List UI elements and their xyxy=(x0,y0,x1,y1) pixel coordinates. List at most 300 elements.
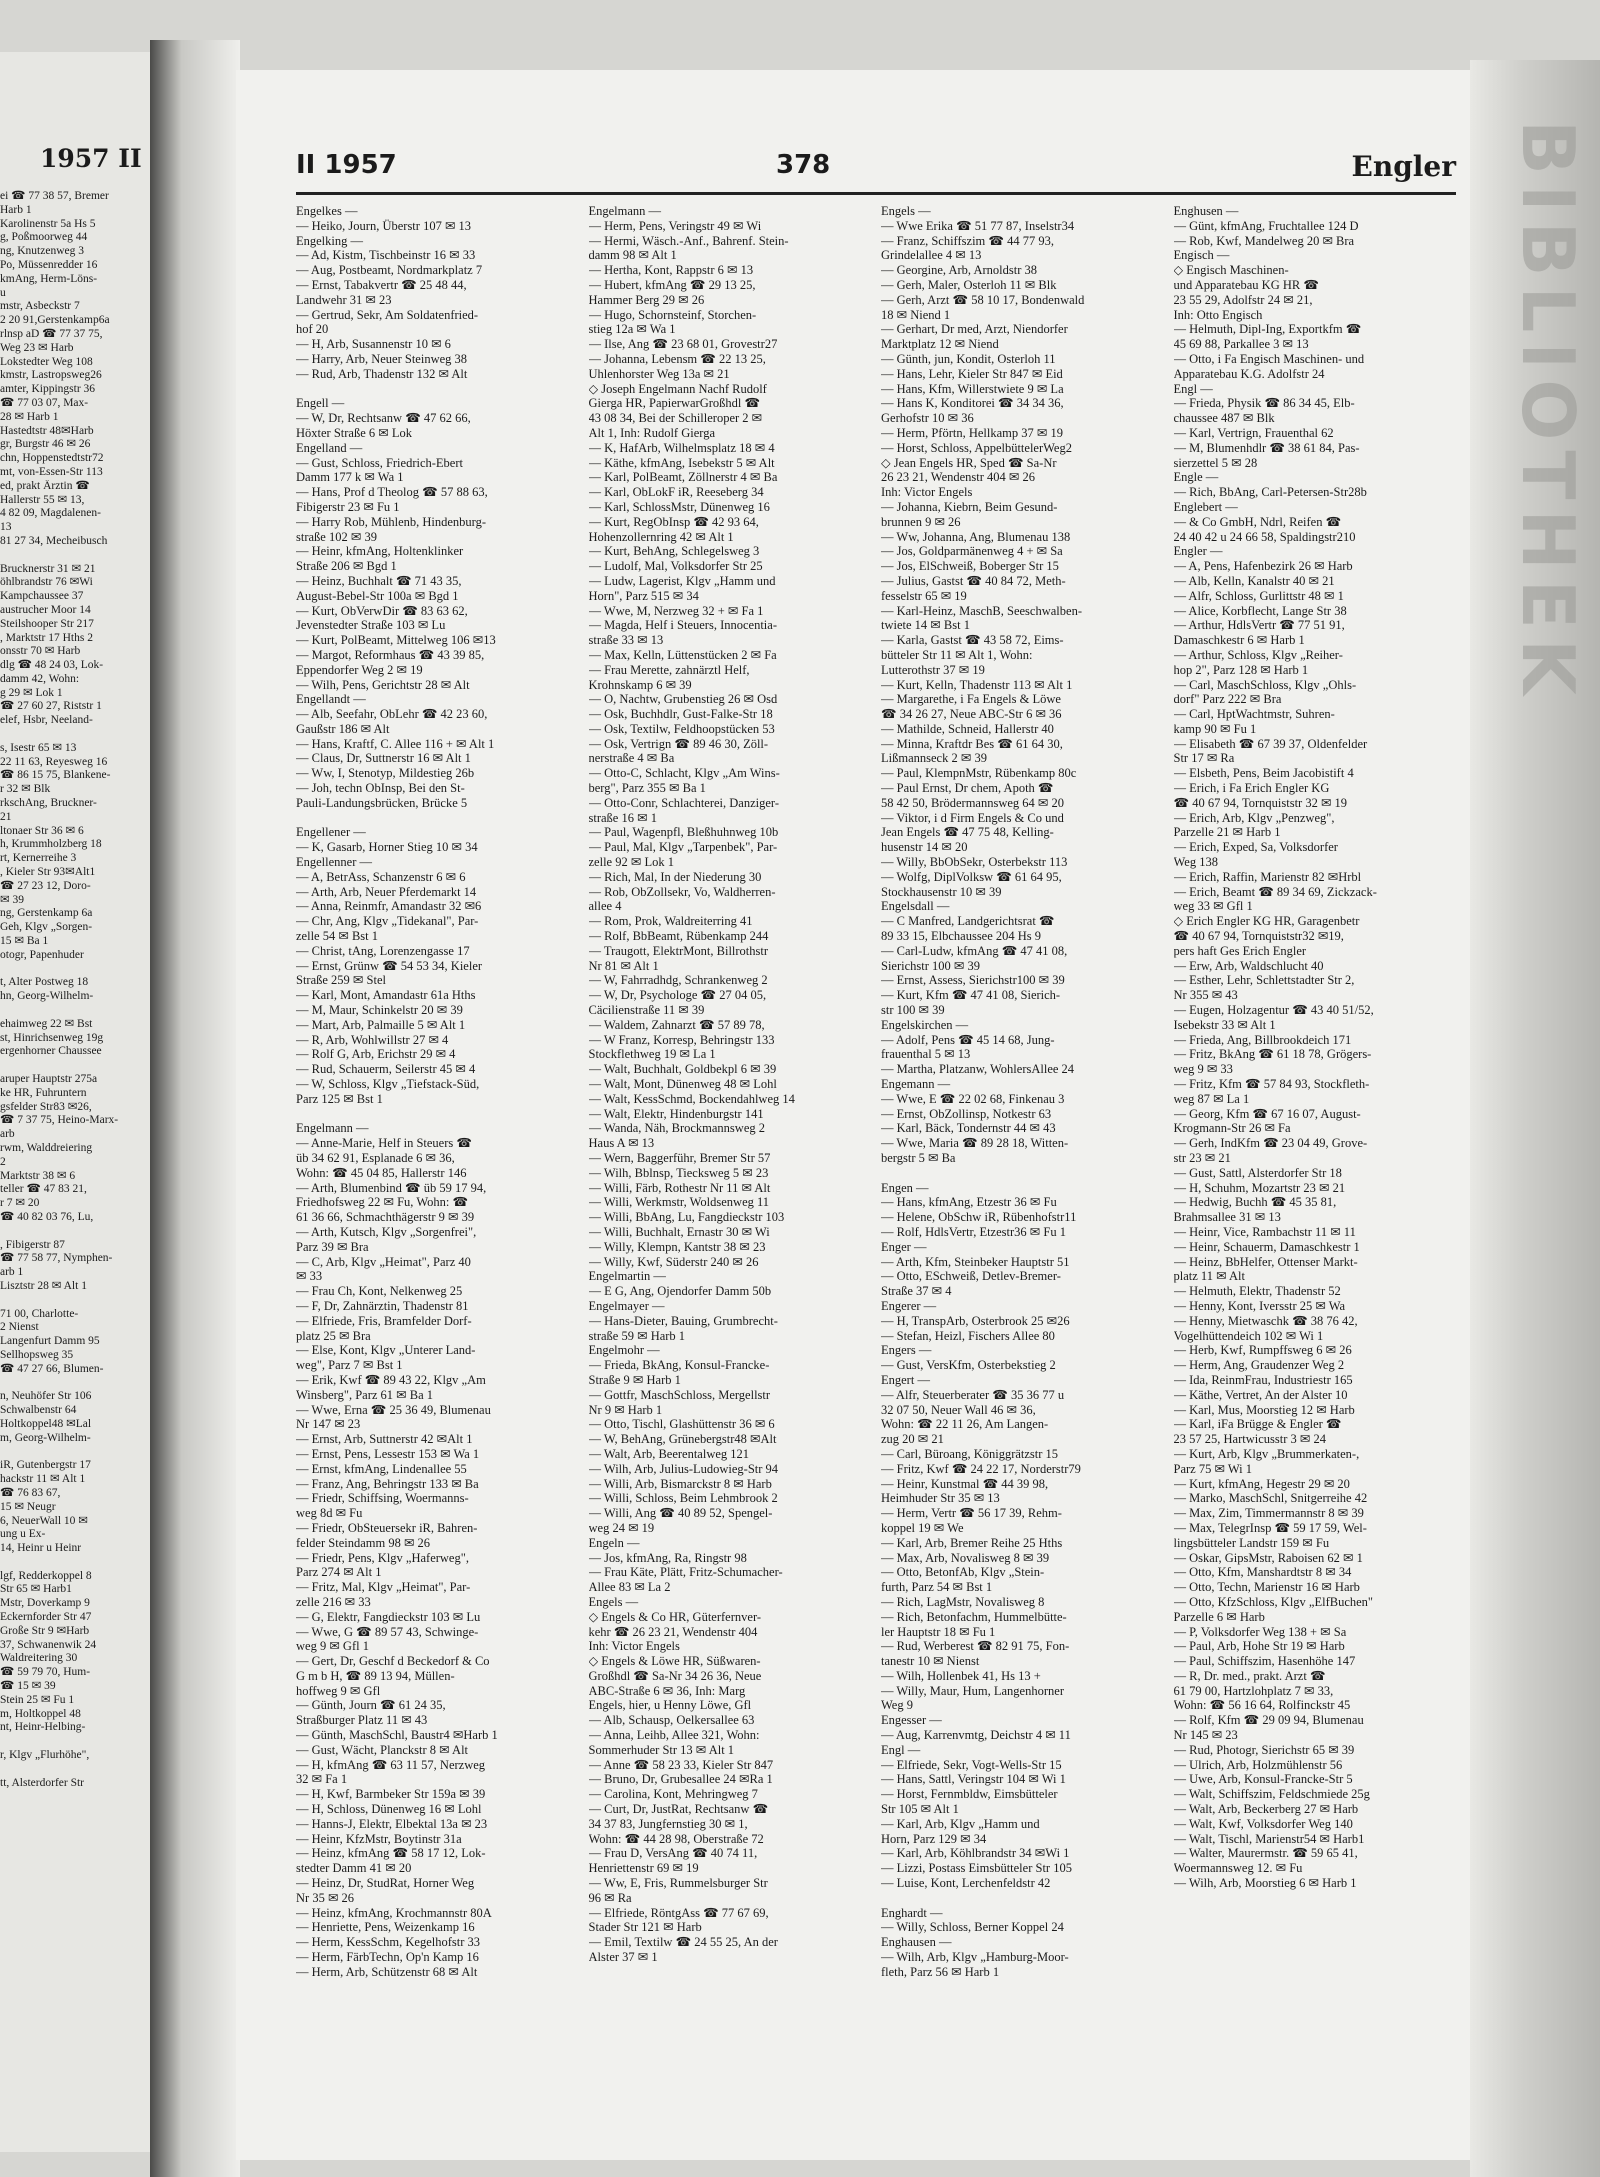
directory-entry-line: — Günth, jun, Kondit, Osterloh 11 xyxy=(881,351,1056,366)
left-entry-line: 4 82 09, Magdalenen- xyxy=(0,507,101,520)
directory-entry-line: — Otto, BetonfAb, Klgv „Stein- xyxy=(881,1565,1045,1580)
directory-entry-line: brunnen 9 ✉ 26 xyxy=(881,514,961,529)
directory-entry-line: Nr 35 ✉ 26 xyxy=(296,1890,355,1905)
directory-entry-line: — Ernst, Assess, Sierichstr100 ✉ 39 xyxy=(881,973,1065,988)
directory-entry-line: — Carolina, Kont, Mehringweg 7 xyxy=(588,1787,758,1802)
directory-entry-line: weg 9 ✉ Gfl 1 xyxy=(296,1639,369,1654)
book-gutter xyxy=(150,40,240,2177)
left-entry-line: r 7 ✉ 20 xyxy=(0,1197,40,1210)
directory-entry-line: Heimhuder Str 35 ✉ 13 xyxy=(881,1491,1000,1506)
directory-entry-line: husenstr 14 ✉ 20 xyxy=(881,840,968,855)
directory-entry-line: straße 33 ✉ 13 xyxy=(588,633,664,648)
directory-entry-line: — Jos, kfmAng, Ra, Ringstr 98 xyxy=(588,1550,747,1565)
directory-entry-line: Straße 9 ✉ Harb 1 xyxy=(588,1372,681,1387)
directory-column-2 xyxy=(589,204,872,2134)
left-entry-line: mstr, Asbeckstr 7 xyxy=(0,300,80,313)
directory-entry-line: — G, Elektr, Fangdieckstr 103 ✉ Lu xyxy=(296,1609,481,1624)
directory-entry-line: — Arth, Arb, Neuer Pferdemarkt 14 xyxy=(296,884,477,899)
left-entry-line xyxy=(0,1735,150,1749)
directory-entry-line: — Paul, Schiffszim, Hasenhöhe 147 xyxy=(1173,1654,1356,1669)
directory-entry-line: damm 98 ✉ Alt 1 xyxy=(588,248,677,263)
left-entry-line: 14, Heinr u Heinr xyxy=(0,1542,82,1555)
directory-entry-line: — Ludolf, Mal, Volksdorfer Str 25 xyxy=(588,559,763,574)
directory-entry-line: Inh: Victor Engels xyxy=(588,1639,680,1654)
directory-entry-line: — Alb, Seefahr, ObLehr ☎ 42 23 60, xyxy=(296,707,488,722)
directory-entry-line: tanestr 10 ✉ Nienst xyxy=(881,1654,980,1669)
directory-entry-line: — Max, TelegrInsp ☎ 59 17 59, Wel- xyxy=(1173,1520,1367,1535)
directory-entry-line: — Rich, Betonfachm, Hummelbütte- xyxy=(881,1609,1067,1624)
directory-entry-line xyxy=(296,811,579,826)
directory-entry-line: — Hans, Prof d Theolog ☎ 57 88 63, xyxy=(296,485,488,500)
directory-entry-line: — Friedr, Schiffsing, Woermanns- xyxy=(296,1491,469,1506)
directory-entry-line: — Karl, Arb, Köhlbrandstr 34 ✉Wi 1 xyxy=(881,1846,1070,1861)
directory-entry-line: — Carl, HptWachtmstr, Suhren- xyxy=(1173,707,1335,722)
directory-entry-line: kamp 90 ✉ Fu 1 xyxy=(1173,721,1257,736)
left-entry-line: 15 ✉ Ba 1 xyxy=(0,935,49,948)
directory-entry-line: straße 16 ✉ 1 xyxy=(588,810,657,825)
directory-entry-line: Wohn: ☎ 44 28 98, Oberstraße 72 xyxy=(588,1831,764,1846)
directory-entry-line: weg 8d ✉ Fu xyxy=(296,1506,363,1521)
directory-entry-line: 34 37 83, Jungfernstieg 30 ✉ 1, xyxy=(588,1816,748,1831)
left-entry-line: 2 Nienst xyxy=(0,1321,39,1334)
directory-entry-line: — Gerh, Arzt ☎ 58 10 17, Bondenwald xyxy=(881,292,1085,307)
left-entry-line: Lisztstr 28 ✉ Alt 1 xyxy=(0,1279,87,1292)
directory-entry-line: ◇ Erich Engler KG HR, Garagenbetr xyxy=(1173,914,1360,929)
left-entry-line: n, Neuhöfer Str 106 xyxy=(0,1390,92,1403)
left-entry-line: onsstr 70 ✉ Harb xyxy=(0,645,81,658)
directory-entry-line: 58 42 50, Brödermannsweg 64 ✉ 20 xyxy=(881,795,1065,810)
directory-entry-line: — Rolf, BbBeamt, Rübenkamp 244 xyxy=(588,929,769,944)
directory-entry-line: pers haft Ges Erich Engler xyxy=(1173,943,1307,958)
directory-entry-line: — Willi, Schloss, Beim Lehmbrook 2 xyxy=(588,1491,778,1506)
left-entry-line: ☎ 77 58 77, Nymphen- xyxy=(0,1252,113,1265)
directory-entry-line: str 100 ✉ 39 xyxy=(881,1003,945,1018)
directory-page xyxy=(236,70,1480,2160)
directory-entry-line: — Karl, Mont, Amandastr 61a Hths xyxy=(296,988,476,1003)
directory-entry-line: — Uwe, Arb, Konsul-Francke-Str 5 xyxy=(1173,1772,1353,1787)
directory-entry-line: — Willy, BbObSekr, Osterbekstr 113 xyxy=(881,855,1068,870)
directory-entry-line: Engelland — xyxy=(296,440,363,455)
directory-entry-line: — Elfriede, Sekr, Vogt-Wells-Str 15 xyxy=(881,1757,1062,1772)
directory-entry-line: Straße 206 ✉ Bgd 1 xyxy=(296,559,397,574)
left-entry-line: Geh, Klgv „Sorgen- xyxy=(0,921,93,934)
directory-entry-line: — Kurt, Kelln, Thadenstr 113 ✉ Alt 1 xyxy=(881,677,1073,692)
directory-entry-line: Enger — xyxy=(881,1239,927,1254)
directory-entry-line: ◇ Engisch Maschinen- xyxy=(1173,263,1289,278)
directory-entry-line: ◇ Engels & Löwe HR, Süßwaren- xyxy=(588,1654,761,1669)
directory-entry-line: Engelmann — xyxy=(296,1121,369,1136)
directory-entry-line: — Karl, Vertrign, Frauenthal 62 xyxy=(1173,425,1334,440)
directory-entry-line: — Walt, Arb, Beckerberg 27 ✉ Harb xyxy=(1173,1802,1359,1817)
left-entry-line: h, Krummholzberg 18 xyxy=(0,838,102,851)
directory-entry-line: Uhlenhorster Weg 13a ✉ 21 xyxy=(588,366,730,381)
left-entry-line: ☎ 76 83 67, xyxy=(0,1486,61,1499)
directory-entry-line: hop 2", Parz 128 ✉ Harb 1 xyxy=(1173,662,1309,677)
directory-entry-line: — Anne-Marie, Helf in Steuers ☎ xyxy=(296,1136,472,1151)
directory-entry-line: — Herm, FärbTechn, Op'n Kamp 16 xyxy=(296,1950,479,1965)
left-entry-line: Waldreitering 30 xyxy=(0,1652,78,1665)
left-entry-line: 71 00, Charlotte- xyxy=(0,1307,79,1320)
directory-entry-line: Engerer — xyxy=(881,1298,937,1313)
left-entry-line: ei ☎ 77 38 57, Bremer xyxy=(0,190,109,202)
directory-entry-line xyxy=(881,1166,1164,1181)
directory-entry-line: — Georgine, Arb, Arnoldstr 38 xyxy=(881,263,1038,278)
directory-entry-line: — Julius, Gastst ☎ 40 84 72, Meth- xyxy=(881,573,1066,588)
directory-entry-line: Friedhofsweg 22 ✉ Fu, Wohn: ☎ xyxy=(296,1195,469,1210)
directory-entry-line: — Ww, Johanna, Ang, Blumenau 138 xyxy=(881,529,1071,544)
left-entry-line xyxy=(0,963,150,977)
directory-entry-line: Engellener — xyxy=(296,825,366,840)
directory-entry-line: — Carl, Büroang, Königgrätzstr 15 xyxy=(881,1446,1059,1461)
directory-entry-line: — Otto, Techn, Marienstr 16 ✉ Harb xyxy=(1173,1580,1360,1595)
directory-entry-line: — Rud, Werberest ☎ 82 91 75, Fon- xyxy=(881,1639,1070,1654)
directory-entry-line: weg", Parz 7 ✉ Bst 1 xyxy=(296,1358,403,1373)
directory-entry-line: — A, Pens, Hafenbezirk 26 ✉ Harb xyxy=(1173,559,1353,574)
left-page-entries xyxy=(0,190,150,1790)
directory-entry-line: — Rolf, Kfm ☎ 29 09 94, Blumenau xyxy=(1173,1713,1364,1728)
directory-entry-line: — Horst, Schloss, AppelbüttelerWeg2 xyxy=(881,440,1072,455)
directory-columns xyxy=(296,204,1456,2134)
directory-entry-line: — Rich, LagMstr, Novalisweg 8 xyxy=(881,1594,1045,1609)
directory-entry-line: — Hugo, Schornsteinf, Storchen- xyxy=(588,307,757,322)
directory-entry-line: Enghardt — xyxy=(881,1905,943,1920)
directory-entry-line: — Wwe, Erna ☎ 25 36 49, Blumenau xyxy=(296,1402,491,1417)
directory-entry-line: — Erich, Raffin, Marienstr 82 ✉Hrbl xyxy=(1173,869,1362,884)
directory-entry-line: — Anna, Reinmfr, Amandastr 32 ✉6 xyxy=(296,899,482,914)
directory-entry-line: ◇ Joseph Engelmann Nachf Rudolf xyxy=(588,381,767,396)
directory-entry-line: Jevenstedter Straße 103 ✉ Lu xyxy=(296,618,446,633)
directory-entry-line: — Margarethe, i Fa Engels & Löwe xyxy=(881,692,1061,707)
page-number: 378 xyxy=(776,150,831,180)
directory-entry-line: — Ernst, Grünw ☎ 54 53 34, Kieler xyxy=(296,958,483,973)
left-entry-line: hackstr 11 ✉ Alt 1 xyxy=(0,1473,86,1486)
left-entry-line: Holtkoppel48 ✉Lal xyxy=(0,1417,92,1430)
directory-entry-line: Engesser — xyxy=(881,1713,942,1728)
directory-entry-line: — Heinr, Vice, Rambachstr 11 ✉ 11 xyxy=(1173,1224,1356,1239)
directory-entry-line: 23 55 29, Adolfstr 24 ✉ 21, xyxy=(1173,292,1313,307)
directory-entry-line: — Max, Kelln, Lüttenstücken 2 ✉ Fa xyxy=(588,647,777,662)
directory-entry-line: — Otto, KfzSchloss, Klgv „ElfBuchen" xyxy=(1173,1594,1374,1609)
directory-entry-line: — Willi, Werkmstr, Woldsenweg 11 xyxy=(588,1195,770,1210)
directory-entry-line: — Osk, Vertrign ☎ 89 46 30, Zöll- xyxy=(588,736,769,751)
directory-entry-line: — Walt, Arb, Beerentalweg 121 xyxy=(588,1446,750,1461)
directory-entry-line: — Esther, Lehr, Schlettstadter Str 2, xyxy=(1173,973,1355,988)
directory-entry-line: weg 87 ✉ La 1 xyxy=(1173,1091,1250,1106)
directory-entry-line: nerstraße 4 ✉ Ba xyxy=(588,751,675,766)
directory-entry-line: Krohnskamp 6 ✉ 39 xyxy=(588,677,692,692)
directory-entry-line: — Rich, BbAng, Carl-Petersen-Str28b xyxy=(1173,485,1367,500)
directory-entry-line: hof 20 xyxy=(296,322,329,337)
directory-entry-line: — Karl-Heinz, MaschB, Seeschwalben- xyxy=(881,603,1082,618)
directory-entry-line: weg 33 ✉ Gfl 1 xyxy=(1173,899,1253,914)
left-page-header: 1957 II xyxy=(40,144,142,173)
directory-entry-line: — Otto-C, Schlacht, Klgv „Am Wins- xyxy=(588,766,780,781)
directory-entry-line: — Otto, Kfm, Manshardtstr 8 ✉ 34 xyxy=(1173,1565,1352,1580)
directory-entry-line: — Wilh, Arb, Klgv „Hamburg-Moor- xyxy=(881,1950,1069,1965)
left-entry-line xyxy=(0,1225,150,1239)
directory-entry-line: — M, Blumenhdlr ☎ 38 61 84, Pas- xyxy=(1173,440,1360,455)
directory-entry-line: Krogmann-Str 26 ✉ Fa xyxy=(1173,1121,1291,1136)
directory-entry-line: — Bruno, Dr, Grubesallee 24 ✉Ra 1 xyxy=(588,1772,773,1787)
directory-entry-line: — Käthe, kfmAng, Isebekstr 5 ✉ Alt xyxy=(588,455,775,470)
directory-entry-line: Engelkes — xyxy=(296,204,358,218)
left-entry-line: t, Alter Postweg 18 xyxy=(0,976,89,989)
left-entry-line: ☎ 27 60 27, Riststr 1 xyxy=(0,700,102,713)
directory-entry-line: Weg 138 xyxy=(1173,855,1218,870)
directory-entry-line: Enghausen — xyxy=(881,1935,952,1950)
directory-entry-line: — Ilse, Ang ☎ 23 68 01, Grovestr27 xyxy=(588,337,778,352)
left-entry-line: ng, Knutzenweg 3 xyxy=(0,245,84,258)
directory-entry-line: ◇ Engels & Co HR, Güterfernver- xyxy=(588,1609,762,1624)
directory-entry-line: — F, Dr, Zahnärztin, Thadenstr 81 xyxy=(296,1298,469,1313)
directory-entry-line: Engellandt — xyxy=(296,692,366,707)
directory-entry-line: — Hans, Kraftf, C. Allee 116 + ✉ Alt 1 xyxy=(296,736,495,751)
directory-entry-line: — Rud, Arb, Thadenstr 132 ✉ Alt xyxy=(296,366,468,381)
directory-entry-line: — Gust, Schloss, Friedrich-Ebert xyxy=(296,455,463,470)
left-entry-line: Marktstr 38 ✉ 6 xyxy=(0,1169,76,1182)
directory-entry-line: — Frau Käte, Plätt, Fritz-Schumacher- xyxy=(588,1565,783,1580)
left-entry-line: gr, Burgstr 46 ✉ 26 xyxy=(0,438,91,451)
directory-entry-line: — Gert, Dr, Geschf d Beckedorf & Co xyxy=(296,1654,490,1669)
directory-entry-line: — Ludw, Lagerist, Klgv „Hamm und xyxy=(588,573,776,588)
directory-entry-line: Wohn: ☎ 45 04 85, Hallerstr 146 xyxy=(296,1165,467,1180)
directory-entry-line: — Wilh, Pens, Gerichtstr 28 ✉ Alt xyxy=(296,677,470,692)
directory-entry-line: Haus A ✉ 13 xyxy=(588,1136,655,1151)
directory-entry-line: — Henny, Kont, Iversstr 25 ✉ Wa xyxy=(1173,1298,1346,1313)
directory-entry-line: — Rom, Prok, Waldreiterring 41 xyxy=(588,914,753,929)
directory-entry-line: Henriettenstr 69 ✉ 19 xyxy=(588,1861,699,1876)
directory-entry-line: — Heinz, Dr, StudRat, Horner Weg xyxy=(296,1876,475,1891)
left-entry-line: aruper Hauptstr 275a xyxy=(0,1073,98,1085)
left-entry-line: Mstr, Doverkamp 9 xyxy=(0,1597,90,1610)
directory-entry-line: Englebert — xyxy=(1173,499,1238,514)
directory-entry-line: ABC-Straße 6 ✉ 36, Inh: Marg xyxy=(588,1683,746,1698)
directory-entry-line: — Herm, Vertr ☎ 56 17 39, Rehm- xyxy=(881,1506,1062,1521)
directory-entry-line: Hammer Berg 29 ✉ 26 xyxy=(588,292,705,307)
directory-entry-line: — Minna, Kraftdr Bes ☎ 61 64 30, xyxy=(881,736,1063,751)
directory-entry-line: lingsbütteler Landstr 159 ✉ Fu xyxy=(1173,1535,1330,1550)
directory-entry-line: — Hans K, Konditorei ☎ 34 34 36, xyxy=(881,396,1064,411)
directory-entry-line: Engl — xyxy=(881,1742,921,1757)
directory-entry-line: weg 24 ✉ 19 xyxy=(588,1520,655,1535)
directory-entry-line: — Alice, Korbflecht, Lange Str 38 xyxy=(1173,603,1347,618)
directory-entry-line: — Wern, Baggerführ, Bremer Str 57 xyxy=(588,1151,771,1165)
directory-entry-line: — Rob, ObZollsekr, Vo, Waldherren- xyxy=(588,884,776,899)
directory-entry-line: — Ernst, Tabakvertr ☎ 25 48 44, xyxy=(296,277,467,292)
directory-entry-line: stedter Damm 41 ✉ 20 xyxy=(296,1861,412,1876)
directory-entry-line: — Wilh, Arb, Julius-Ludowieg-Str 94 xyxy=(588,1461,779,1476)
directory-entry-line: Fibigerstr 23 ✉ Fu 1 xyxy=(296,499,400,514)
directory-entry-line: — Wilh, Bblnsp, Tiecksweg 5 ✉ 23 xyxy=(588,1165,769,1180)
left-entry-line: elef, Hsbr, Neeland- xyxy=(0,714,93,727)
directory-entry-line: ☎ 40 67 94, Tornquiststr32 ✉19, xyxy=(1173,929,1344,944)
directory-entry-line: — H, kfmAng ☎ 63 11 57, Nerzweg xyxy=(296,1757,486,1772)
left-entry-line: r 32 ✉ Blk xyxy=(0,783,51,796)
left-entry-line: arb 1 xyxy=(0,1266,24,1279)
directory-entry-line: furth, Parz 54 ✉ Bst 1 xyxy=(881,1580,993,1595)
left-entry-line: amter, Kippingstr 36 xyxy=(0,383,96,396)
directory-entry-line: ler Hauptstr 18 ✉ Fu 1 xyxy=(881,1624,996,1639)
directory-entry-line: — R, Dr. med., prakt. Arzt ☎ xyxy=(1173,1668,1326,1683)
directory-entry-line: — Wwe, M, Nerzweg 32 + ✉ Fa 1 xyxy=(588,603,764,618)
directory-entry-line: — W, Dr, Psychologe ☎ 27 04 05, xyxy=(588,988,767,1003)
directory-column-4 xyxy=(1174,204,1457,2134)
left-entry-line: 2 xyxy=(0,1155,6,1168)
directory-entry-line: Sommerhuder Str 13 ✉ Alt 1 xyxy=(588,1742,735,1757)
directory-entry-line: — Herm, Pförtn, Hellkamp 37 ✉ 19 xyxy=(881,425,1063,440)
directory-entry-line: Apparatebau K.G. Adolfstr 24 xyxy=(1173,366,1325,381)
directory-entry-line: Engels — xyxy=(881,204,931,218)
left-entry-line: Harb 1 xyxy=(0,203,32,216)
directory-entry-line: — Heinz, kfmAng, Krochmannstr 80A xyxy=(296,1905,492,1920)
directory-entry-line: — H, TranspArb, Osterbrook 25 ✉26 xyxy=(881,1313,1070,1328)
left-entry-line: kmAng, Herm-Löns- xyxy=(0,272,98,285)
directory-entry-line: zelle 92 ✉ Lok 1 xyxy=(588,855,674,870)
directory-entry-line: — Ernst, ObZollinsp, Notkestr 63 xyxy=(881,1106,1052,1121)
directory-entry-line: — Carl, MaschSchloss, Klgv „Ohls- xyxy=(1173,677,1357,692)
directory-entry-line: — Herb, Kwf, Rumpffsweg 6 ✉ 26 xyxy=(1173,1343,1352,1358)
directory-entry-line: — Karla, Gastst ☎ 43 58 72, Eims- xyxy=(881,633,1064,648)
directory-entry-line: 96 ✉ Ra xyxy=(588,1890,632,1905)
directory-entry-line: — Max, Zim, Timmermannstr 8 ✉ 39 xyxy=(1173,1506,1364,1521)
directory-entry-line: Nr 355 ✉ 43 xyxy=(1173,988,1238,1003)
directory-entry-line: — Karl, Arb, Bremer Reihe 25 Hths xyxy=(881,1535,1063,1550)
directory-entry-line: Engl — xyxy=(1173,381,1213,396)
directory-entry-line: — Aug, Postbeamt, Nordmarkplatz 7 xyxy=(296,263,483,278)
left-entry-line xyxy=(0,1294,150,1308)
directory-entry-line: dorf" Parz 222 ✉ Bra xyxy=(1173,692,1282,707)
directory-entry-line: — Horst, Fernmbldw, Eimsbütteler xyxy=(881,1787,1058,1802)
left-entry-line: 28 ✉ Harb 1 xyxy=(0,410,59,423)
left-entry-line xyxy=(0,549,150,563)
directory-entry-line: — Harry, Arb, Neuer Steinweg 38 xyxy=(296,351,468,366)
left-entry-line: damm 42, Wohn: xyxy=(0,672,80,685)
directory-entry-line: Engels — xyxy=(588,1594,639,1609)
directory-entry-line: Nr 147 ✉ 23 xyxy=(296,1417,361,1432)
left-entry-line: ☎ 40 82 03 76, Lu, xyxy=(0,1210,94,1223)
directory-entry-line: G m b H, ☎ 89 13 94, Müllen- xyxy=(296,1668,455,1683)
directory-entry-line: fesselstr 65 ✉ 19 xyxy=(881,588,967,603)
directory-entry-line: — Wwe Erika ☎ 51 77 87, Inselstr34 xyxy=(881,218,1075,233)
directory-entry-line: felder Steindamm 98 ✉ 26 xyxy=(296,1535,431,1550)
left-entry-line: hn, Georg-Wilhelm- xyxy=(0,990,94,1003)
left-entry-line: ng, Gerstenkamp 6a xyxy=(0,907,93,920)
directory-entry-line: — Rolf G, Arb, Erichstr 29 ✉ 4 xyxy=(296,1047,456,1062)
left-entry-line: Große Str 9 ✉Harb xyxy=(0,1624,90,1637)
directory-entry-line: Marktplatz 12 ✉ Niend xyxy=(881,337,999,352)
directory-entry-line: — Hermi, Wäsch.-Anf., Bahrenf. Stein- xyxy=(588,233,789,248)
directory-entry-line: — Gerh, IndKfm ☎ 23 04 49, Grove- xyxy=(1173,1136,1368,1151)
left-entry-line: Po, Müssenredder 16 xyxy=(0,258,98,271)
left-entry-line: , Kieler Str 93✉Alt1 xyxy=(0,866,96,879)
directory-entry-line: 26 23 21, Wendenstr 404 ✉ 26 xyxy=(881,470,1036,485)
directory-entry-line: — Osk, Textilw, Feldhoopstücken 53 xyxy=(588,721,775,736)
left-entry-line: Stein 25 ✉ Fu 1 xyxy=(0,1693,75,1706)
directory-entry-line: — Friedr, Pens, Klgv „Haferweg", xyxy=(296,1550,469,1565)
directory-entry-line: — Kurt, RegObInsp ☎ 42 93 64, xyxy=(588,514,759,529)
directory-entry-line: hoffweg 9 ✉ Gfl xyxy=(296,1683,381,1698)
directory-entry-line xyxy=(296,1107,579,1122)
left-entry-line: kmstr, Lastropsweg26 xyxy=(0,369,102,382)
directory-entry-line: Pauli-Landungsbrücken, Brücke 5 xyxy=(296,795,468,810)
left-entry-line: ☎ 27 23 12, Doro- xyxy=(0,879,91,892)
directory-entry-line: — Karl, Mus, Moorstieg 12 ✉ Harb xyxy=(1173,1402,1355,1417)
directory-entry-line: Cäcilienstraße 11 ✉ 39 xyxy=(588,1003,705,1018)
directory-entry-line: Engler — xyxy=(1173,544,1223,559)
directory-entry-line: — Kurt, BehAng, Schlegelsweg 3 xyxy=(588,544,760,559)
directory-entry-line: — M, Maur, Schinkelstr 20 ✉ 39 xyxy=(296,1003,463,1018)
directory-entry-line: Allee 83 ✉ La 2 xyxy=(588,1580,671,1595)
directory-entry-line: — Karl, Bäck, Tondernstr 44 ✉ 43 xyxy=(881,1121,1056,1136)
directory-entry-line: — Walt, Tischl, Marienstr54 ✉ Harb1 xyxy=(1173,1831,1365,1846)
page-header xyxy=(296,150,1456,190)
directory-entry-line: Winsberg", Parz 61 ✉ Ba 1 xyxy=(296,1387,434,1402)
left-entry-line: ke HR, Fuhruntern xyxy=(0,1086,87,1099)
directory-entry-line: und Apparatebau KG HR ☎ xyxy=(1173,277,1319,292)
directory-entry-line: Eppendorfer Weg 2 ✉ 19 xyxy=(296,662,423,677)
directory-entry-line: — Elfriede, Fris, Bramfelder Dorf- xyxy=(296,1313,472,1328)
directory-entry-line: 32 ✉ Fa 1 xyxy=(296,1772,348,1787)
directory-entry-line: Inh: Otto Engisch xyxy=(1173,307,1263,322)
directory-entry-line: — Mathilde, Schneid, Hallerstr 40 xyxy=(881,721,1054,736)
directory-entry-line: Weg 9 xyxy=(881,1698,913,1713)
directory-entry-line: Damm 177 k ✉ Wa 1 xyxy=(296,470,404,485)
directory-entry-line: Brahmsallee 31 ✉ 13 xyxy=(1173,1210,1281,1225)
directory-entry-line: — Hans-Dieter, Bauing, Grumbrecht- xyxy=(588,1313,778,1328)
left-entry-line: Hallerstr 55 ✉ 13, xyxy=(0,493,85,506)
directory-entry-line: — Franz, Schiffszim ☎ 44 77 93, xyxy=(881,233,1054,248)
directory-entry-line: ☎ 34 26 27, Neue ABC-Str 6 ✉ 36 xyxy=(881,707,1062,722)
directory-entry-line: — Franz, Ang, Behringstr 133 ✉ Ba xyxy=(296,1476,479,1491)
directory-entry-line: Gierga HR, PapierwarGroßhdl ☎ xyxy=(588,396,761,411)
left-entry-line: s, Isestr 65 ✉ 13 xyxy=(0,741,77,754)
directory-entry-line: — Ernst, Pens, Lessestr 153 ✉ Wa 1 xyxy=(296,1446,480,1461)
left-entry-line: ung u Ex- xyxy=(0,1528,46,1541)
left-entry-line: Brucknerstr 31 ✉ 21 xyxy=(0,562,96,575)
directory-entry-line: Großhdl ☎ Sa-Nr 34 26 36, Neue xyxy=(588,1668,762,1683)
directory-entry-line: — Ww, I, Stenotyp, Mildestieg 26b xyxy=(296,766,475,781)
left-entry-line: ed, prakt Ärztin ☎ xyxy=(0,479,90,492)
directory-entry-line: — Erich, i Fa Erich Engler KG xyxy=(1173,781,1330,796)
directory-entry-line: — Luise, Kont, Lerchenfeldstr 42 xyxy=(881,1876,1051,1891)
left-entry-line: ehaimweg 22 ✉ Bst xyxy=(0,1017,93,1030)
directory-entry-line: — Heiko, Journ, Überstr 107 ✉ 13 xyxy=(296,218,472,233)
left-entry-line: 37, Schwanenwik 24 xyxy=(0,1638,97,1651)
directory-entry-line: — Paul, Arb, Hohe Str 19 ✉ Harb xyxy=(1173,1639,1345,1654)
left-entry-line: öhlbrandstr 76 ✉Wi xyxy=(0,576,93,589)
directory-entry-line: Horn, Parz 129 ✉ 34 xyxy=(881,1831,987,1846)
directory-entry-line: — Willi, Ang ☎ 40 89 52, Spengel- xyxy=(588,1506,773,1521)
directory-entry-line: ☎ 40 67 94, Tornquiststr 32 ✉ 19 xyxy=(1173,795,1348,810)
directory-entry-line: — Margot, Reformhaus ☎ 43 39 85, xyxy=(296,647,485,662)
directory-entry-line: Grindelallee 4 ✉ 13 xyxy=(881,248,982,263)
left-entry-line: , Fibigerstr 87 xyxy=(0,1238,65,1251)
directory-entry-line: — Heinz, BbHelfer, Ottenser Markt- xyxy=(1173,1254,1358,1269)
directory-entry-line: — Jos, Goldparmänenweg 4 + ✉ Sa xyxy=(881,544,1063,559)
left-entry-line: ergenhorner Chaussee xyxy=(0,1045,102,1058)
directory-entry-line: — Wilh, Hollenbek 41, Hs 13 + xyxy=(881,1668,1041,1683)
directory-entry-line: Hohenzollernring 42 ✉ Alt 1 xyxy=(588,529,734,544)
directory-entry-line: — W, Schloss, Klgv „Tiefstack-Süd, xyxy=(296,1077,480,1092)
directory-entry-line: Straßburger Platz 11 ✉ 43 xyxy=(296,1713,428,1728)
directory-entry-line: — Willy, Klempn, Kantstr 38 ✉ 23 xyxy=(588,1239,766,1254)
page-header-keyword: Engler xyxy=(1351,150,1456,183)
directory-entry-line: — Walt, Buchhalt, Goldbekpl 6 ✉ 39 xyxy=(588,1062,777,1077)
directory-entry-line: Engeln — xyxy=(588,1535,640,1550)
left-entry-line xyxy=(0,1004,150,1018)
directory-entry-line: — Karl, ObLokF iR, Reeseberg 34 xyxy=(588,485,764,500)
left-page xyxy=(0,52,152,2152)
